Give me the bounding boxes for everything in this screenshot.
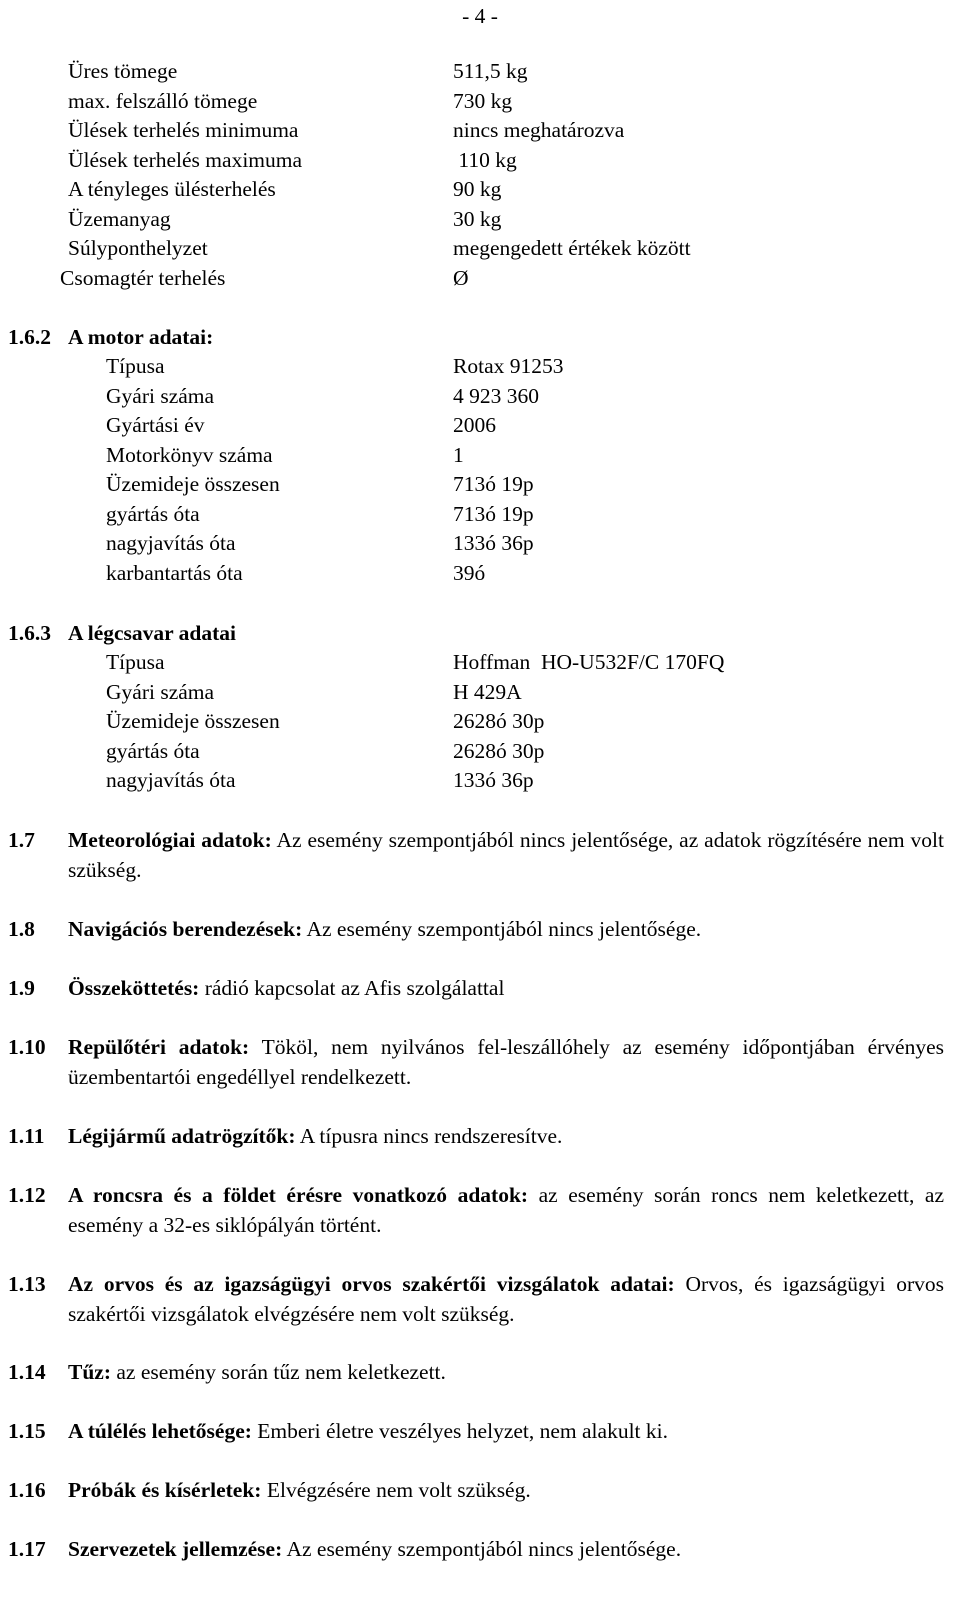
- section-1-13: [0, 1270, 944, 1329]
- motor-section-number: 1.6.2: [8, 325, 51, 349]
- section-1-9: [0, 974, 944, 1004]
- motor-label: Gyártási év: [106, 413, 205, 437]
- propeller-label: nagyjavítás óta: [106, 768, 236, 792]
- section-number: 1.11: [8, 1124, 45, 1148]
- section-text: az esemény során tűz nem keletkezett.: [111, 1360, 446, 1384]
- motor-value: 4 923 360: [453, 383, 539, 408]
- section-paragraph: [68, 1417, 944, 1447]
- propeller-value: 2628ó 30p: [453, 738, 545, 763]
- weights-row: [0, 205, 960, 235]
- section-heading: Összeköttetés:: [68, 976, 200, 1000]
- weights-label: max. felszálló tömege: [68, 88, 258, 113]
- weights-value: nincs meghatározva: [453, 118, 625, 142]
- propeller-row: [0, 766, 960, 796]
- section-1-7: [0, 826, 944, 885]
- weights-label: Csomagtér terhelés: [60, 265, 226, 290]
- motor-label: Típusa: [106, 354, 165, 378]
- section-text: Emberi életre veszélyes helyzet, nem alakult ki.: [251, 1419, 668, 1443]
- propeller-label: gyártás óta: [106, 738, 200, 763]
- section-1-12: [0, 1181, 944, 1240]
- propeller-row: [0, 648, 960, 678]
- section-heading: Tűz:: [68, 1360, 111, 1384]
- weights-row: [0, 234, 960, 264]
- weights-row: [0, 264, 960, 294]
- motor-value: 133ó 36p: [453, 531, 534, 555]
- propeller-value: 2628ó 30p: [453, 709, 545, 733]
- section-text: A típusra nincs rendszeresítve.: [295, 1124, 563, 1148]
- propeller-row: [0, 678, 960, 708]
- section-heading: A roncsra és a földet érésre vonatkozó adatok:: [68, 1183, 529, 1207]
- motor-section-title: A motor adatai:: [68, 325, 214, 349]
- section-text: Orvos, és igazságügyi orvos szakértői vizsgálatok elvégzésére nem volt szükség.: [68, 1272, 944, 1326]
- propeller-label: Üzemideje összesen: [106, 709, 280, 733]
- motor-value: 713ó 19p: [453, 501, 534, 526]
- section-heading: Navigációs berendezések:: [68, 917, 303, 941]
- motor-value: Rotax 91253: [453, 354, 564, 378]
- motor-label: Üzemideje összesen: [106, 472, 280, 496]
- section-text: Az esemény szempontjából nincs jelentősége.: [282, 1537, 682, 1561]
- motor-label: karbantartás óta: [106, 560, 243, 585]
- weights-row: [0, 146, 960, 176]
- section-1-14: [0, 1358, 944, 1388]
- weights-label: Ülések terhelés maximuma: [68, 147, 303, 172]
- motor-table: [0, 352, 960, 588]
- weights-row: [0, 116, 960, 146]
- section-paragraph: [68, 1122, 944, 1152]
- weights-label: Üres tömege: [68, 59, 178, 83]
- section-text: Tököl, nem nyilvános fel-leszállóhely az esemény időpontjában érvényes üzembentartói engedéllyel rendelkezett.: [68, 1035, 944, 1089]
- section-number: 1.9: [8, 976, 35, 1000]
- section-heading: Szervezetek jellemzése:: [68, 1537, 283, 1561]
- section-number: 1.8: [8, 917, 35, 941]
- section-heading: Próbák és kísérletek:: [68, 1478, 262, 1502]
- motor-value: 39ó: [453, 560, 486, 585]
- motor-row: [0, 441, 960, 471]
- section-text: Az esemény szempontjából nincs jelentősége, az adatok rögzítésére nem volt szükség.: [68, 828, 944, 882]
- section-paragraph: [68, 1033, 944, 1092]
- weights-row: [0, 57, 960, 87]
- section-paragraph: [68, 1476, 944, 1506]
- section-number: 1.12: [8, 1183, 46, 1207]
- section-1-17: [0, 1535, 944, 1565]
- section-text: Elvégzésére nem volt szükség.: [261, 1478, 531, 1502]
- weights-label: Ülések terhelés minimuma: [68, 118, 299, 142]
- weights-row: [0, 87, 960, 117]
- propeller-row: [0, 707, 960, 737]
- propeller-section-number: 1.6.3: [8, 621, 51, 645]
- weights-value: 30 kg: [453, 206, 502, 231]
- section-heading: Légijármű adatrögzítők:: [68, 1124, 296, 1148]
- motor-label: Gyári száma: [106, 383, 215, 408]
- section-heading: Az orvos és az igazságügyi orvos szakértői vizsgálatok adatai:: [68, 1272, 675, 1296]
- motor-row: [0, 352, 960, 382]
- section-heading: Meteorológiai adatok:: [68, 828, 272, 852]
- propeller-value: 133ó 36p: [453, 768, 534, 792]
- weights-value: Ø: [453, 265, 469, 290]
- motor-label: Motorkönyv száma: [106, 442, 273, 467]
- weights-label: Súlyponthelyzet: [68, 236, 208, 260]
- section-paragraph: [68, 1181, 944, 1240]
- propeller-section-title: A légcsavar adatai: [68, 621, 237, 645]
- section-text: rádió kapcsolat az Afis szolgálattal: [199, 976, 505, 1000]
- section-paragraph: [68, 1270, 944, 1329]
- weights-value: 110 kg: [453, 147, 517, 172]
- motor-label: nagyjavítás óta: [106, 531, 236, 555]
- section-number: 1.16: [8, 1478, 46, 1502]
- propeller-label: Típusa: [106, 650, 165, 674]
- section-1-11: [0, 1122, 944, 1152]
- section-heading: Repülőtéri adatok:: [68, 1035, 250, 1059]
- motor-row: [0, 529, 960, 559]
- section-text: az esemény során roncs nem keletkezett, az esemény a 32-es siklópályán történt.: [68, 1183, 944, 1237]
- section-paragraph: [68, 915, 944, 945]
- section-paragraph: [68, 974, 944, 1004]
- motor-row: [0, 382, 960, 412]
- section-paragraph: [68, 1358, 944, 1388]
- propeller-table: [0, 648, 960, 796]
- motor-row: [0, 470, 960, 500]
- page-number: - 4 -: [462, 4, 498, 28]
- section-number: 1.15: [8, 1419, 46, 1443]
- propeller-row: [0, 737, 960, 767]
- section-1-10: [0, 1033, 944, 1092]
- section-1-8: [0, 915, 944, 945]
- section-number: 1.7: [8, 828, 35, 852]
- section-number: 1.13: [8, 1272, 46, 1296]
- weights-label: A tényleges ülésterhelés: [68, 177, 276, 201]
- weights-value: 511,5 kg: [453, 59, 528, 83]
- weights-value: megengedett értékek között: [453, 236, 691, 260]
- motor-row: [0, 559, 960, 589]
- section-number: 1.17: [8, 1537, 46, 1561]
- propeller-value: Hoffman HO-U532F/C 170FQ: [453, 650, 725, 674]
- section-number: 1.10: [8, 1035, 46, 1059]
- weights-value: 90 kg: [453, 177, 502, 201]
- section-text: Az esemény szempontjából nincs jelentősége.: [302, 917, 702, 941]
- motor-label: gyártás óta: [106, 501, 200, 526]
- weights-value: 730 kg: [453, 88, 513, 113]
- section-paragraph: [68, 826, 944, 885]
- section-paragraph: [68, 1535, 944, 1565]
- section-1-15: [0, 1417, 944, 1447]
- propeller-value: H 429A: [453, 679, 522, 704]
- weights-table: [0, 57, 960, 293]
- section-number: 1.14: [8, 1360, 46, 1384]
- motor-value: 2006: [453, 413, 496, 437]
- weights-label: Üzemanyag: [68, 206, 171, 231]
- section-1-16: [0, 1476, 944, 1506]
- propeller-label: Gyári száma: [106, 679, 215, 704]
- motor-value: 1: [453, 442, 464, 467]
- motor-value: 713ó 19p: [453, 472, 534, 496]
- weights-row: [0, 175, 960, 205]
- section-heading: A túlélés lehetősége:: [68, 1419, 252, 1443]
- motor-row: [0, 500, 960, 530]
- motor-row: [0, 411, 960, 441]
